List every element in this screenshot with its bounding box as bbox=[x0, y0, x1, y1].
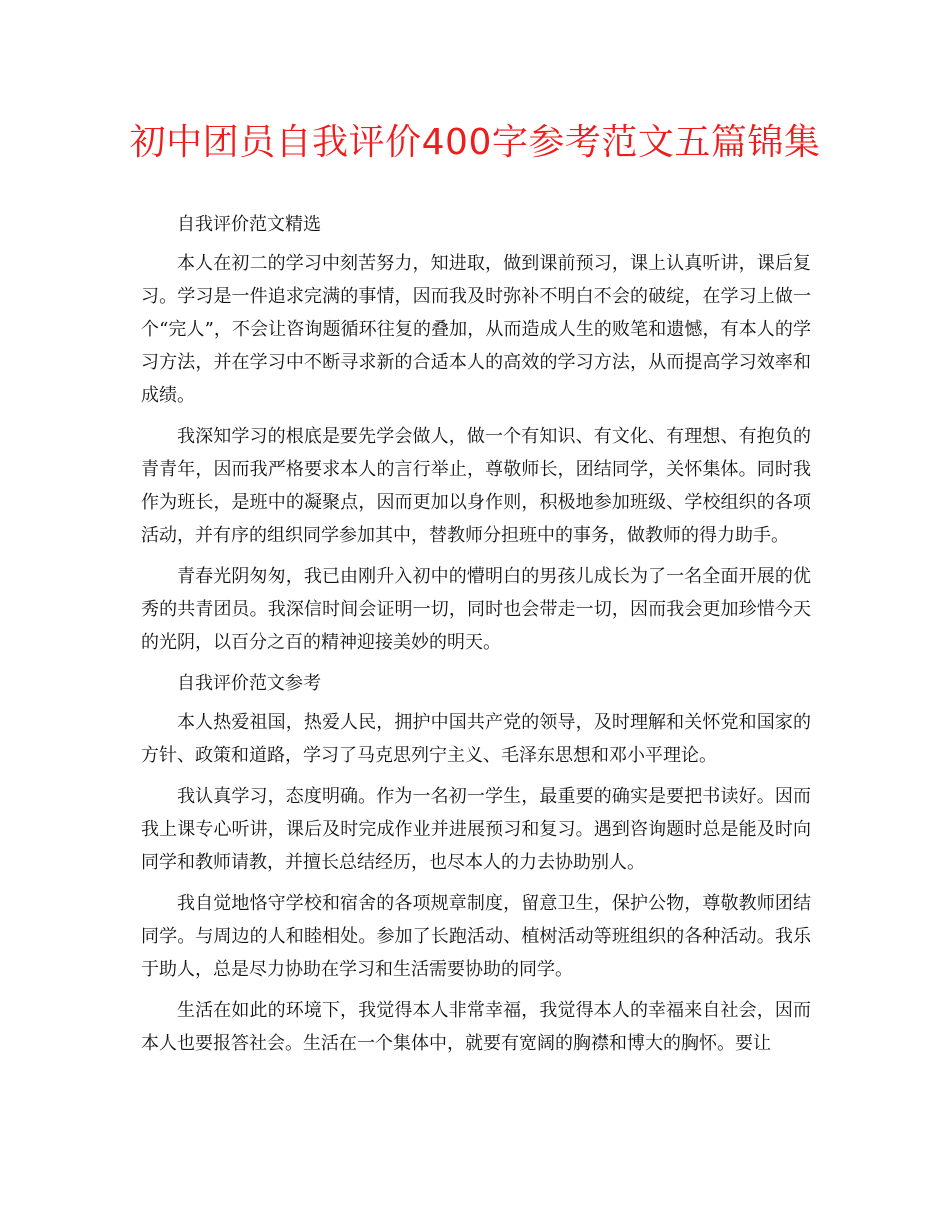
paragraph: 生活在如此的环境下，我觉得本人非常幸福，我觉得本人的幸福来自社会，因而本人也要报答社会。生活在一个集体中，就要有宽阔的胸襟和博大的胸怀。要让 bbox=[141, 1000, 811, 1054]
section-heading: 自我评价范文参考 bbox=[177, 673, 321, 694]
paragraph: 青春光阴匆匆，我已由刚升入初中的懵明白的男孩儿成长为了一名全面开展的优秀的共青团员。我深信时间会证明一切，同时也会带走一切，因而我会更加珍惜今天的光阴，以百分之百的精神迎接美妙的明天。 bbox=[141, 566, 811, 653]
document-title: 初中团员自我评价400字参考范文五篇锦集 bbox=[129, 122, 821, 163]
document-body bbox=[141, 208, 811, 1068]
paragraph: 我自觉地恪守学校和宿舍的各项规章制度，留意卫生，保护公物，尊敬教师团结同学。与周边的人和睦相处。参加了长跑活动、植树活动等班组织的各种活动。我乐于助人，总是尽力协助在学习和生活需要协助的同学。 bbox=[141, 893, 811, 980]
paragraph: 我深知学习的根底是要先学会做人，做一个有知识、有文化、有理想、有抱负的青青年，因而我严格要求本人的言行举止，尊敬师长，团结同学，关怀集体。同时我作为班长，是班中的凝聚点，因而更加以身作则，积极地参加班级、学校组织的各项活动，并有序的组织同学参加其中，替教师分担班中的事务，做教师的得力助手。 bbox=[141, 426, 811, 546]
paragraph: 我认真学习，态度明确。作为一名初一学生，最重要的确实是要把书读好。因而我上课专心听讲，课后及时完成作业并进展预习和复习。遇到咨询题时总是能及时向同学和教师请教，并擅长总结经历，也尽本人的力去协助别人。 bbox=[141, 786, 811, 873]
paragraph: 本人热爱祖国，热爱人民，拥护中国共产党的领导，及时理解和关怀党和国家的方针、政策和道路，学习了马克思列宁主义、毛泽东思想和邓小平理论。 bbox=[141, 712, 811, 766]
paragraph: 本人在初二的学习中刻苦努力，知进取，做到课前预习，课上认真听讲，课后复习。学习是一件追求完满的事情，因而我及时弥补不明白不会的破绽，在学习上做一个“完人”，不会让咨询题循环往复的叠加，从而造成人生的败笔和遗憾，有本人的学习方法，并在学习中不断寻求新的合适本人的高效的学习方法，从而提高学习效率和成绩。 bbox=[141, 253, 811, 406]
section-heading: 自我评价范文精选 bbox=[177, 214, 321, 235]
